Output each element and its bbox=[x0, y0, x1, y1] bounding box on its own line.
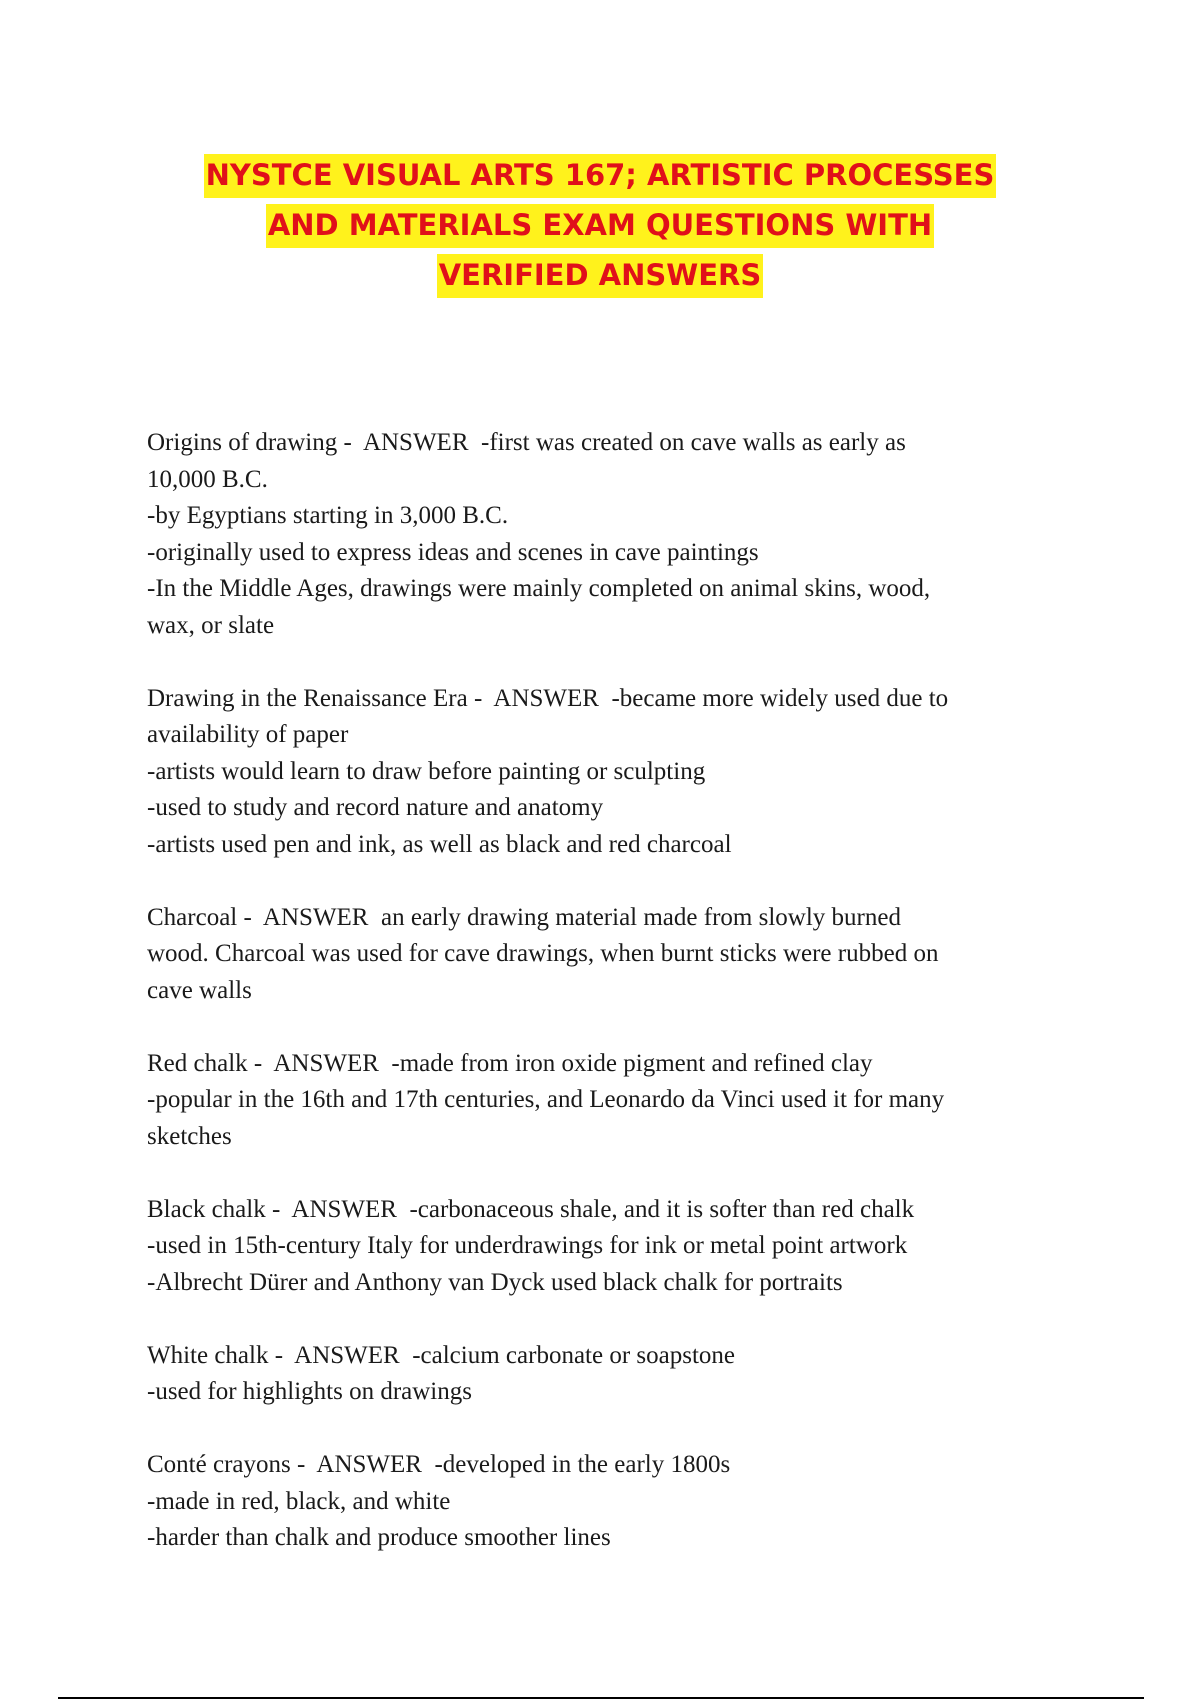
entry-line: Drawing in the Renaissance Era - ANSWER -became more widely used due to bbox=[147, 684, 949, 712]
title-line-text: NYSTCE VISUAL ARTS 167; ARTISTIC PROCESSES bbox=[204, 154, 997, 198]
entry-line: availability of paper bbox=[147, 721, 349, 748]
entry-line: Red chalk - ANSWER -made from iron oxide pigment and refined clay bbox=[147, 1049, 873, 1077]
entry-line: -artists used pen and ink, as well as black and red charcoal bbox=[147, 830, 732, 858]
entry-line: -used to study and record nature and anatomy bbox=[147, 794, 604, 821]
entry-line: -Albrecht Dürer and Anthony van Dyck used black chalk for portraits bbox=[147, 1268, 843, 1296]
qa-entry-black-chalk bbox=[147, 1192, 1067, 1302]
entry-line: -made in red, black, and white bbox=[147, 1487, 451, 1515]
entry-line: Black chalk - ANSWER -carbonaceous shale, and it is softer than red chalk bbox=[147, 1195, 915, 1223]
entry-line: -In the Middle Ages, drawings were mainly completed on animal skins, wood, bbox=[147, 575, 931, 602]
entry-line: Conté crayons - ANSWER -developed in the early 1800s bbox=[147, 1451, 731, 1478]
title-line bbox=[0, 250, 1200, 300]
entry-line: Origins of drawing - ANSWER -first was created on cave walls as early as bbox=[147, 429, 906, 456]
qa-entry-charcoal bbox=[147, 900, 1067, 1010]
title-line-text: VERIFIED ANSWERS bbox=[437, 254, 764, 298]
entry-line: -artists would learn to draw before painting or sculpting bbox=[147, 757, 706, 785]
entry-line: White chalk - ANSWER -calcium carbonate or soapstone bbox=[147, 1341, 736, 1369]
entry-line: 10,000 B.C. bbox=[147, 465, 268, 493]
entry-line: wax, or slate bbox=[147, 611, 275, 639]
entry-line: sketches bbox=[147, 1122, 232, 1150]
entry-line: -used for highlights on drawings bbox=[147, 1378, 472, 1405]
title-line bbox=[0, 150, 1200, 200]
entry-line: wood. Charcoal was used for cave drawings, when burnt sticks were rubbed on bbox=[147, 940, 939, 967]
entry-line: -popular in the 16th and 17th centuries, and Leonardo da Vinci used it for many bbox=[147, 1086, 945, 1113]
entry-line: -used in 15th-century Italy for underdrawings for ink or metal point artwork bbox=[147, 1232, 908, 1259]
title-line bbox=[0, 200, 1200, 250]
title-line-text: AND MATERIALS EXAM QUESTIONS WITH bbox=[266, 204, 934, 248]
entry-line: -originally used to express ideas and scenes in cave paintings bbox=[147, 538, 759, 566]
qa-entries bbox=[147, 425, 1067, 1593]
entry-line: -by Egyptians starting in 3,000 B.C. bbox=[147, 502, 509, 529]
footer-divider bbox=[58, 1697, 1144, 1699]
document-title bbox=[0, 150, 1200, 300]
qa-entry-white-chalk bbox=[147, 1338, 1067, 1411]
qa-entry-drawing-renaissance bbox=[147, 681, 1067, 864]
entry-line: Charcoal - ANSWER an early drawing material made from slowly burned bbox=[147, 903, 901, 931]
qa-entry-conte-crayons bbox=[147, 1447, 1067, 1557]
entry-line: -harder than chalk and produce smoother lines bbox=[147, 1524, 611, 1551]
entry-line: cave walls bbox=[147, 976, 252, 1004]
qa-entry-red-chalk bbox=[147, 1046, 1067, 1156]
qa-entry-origins-of-drawing bbox=[147, 425, 1067, 644]
